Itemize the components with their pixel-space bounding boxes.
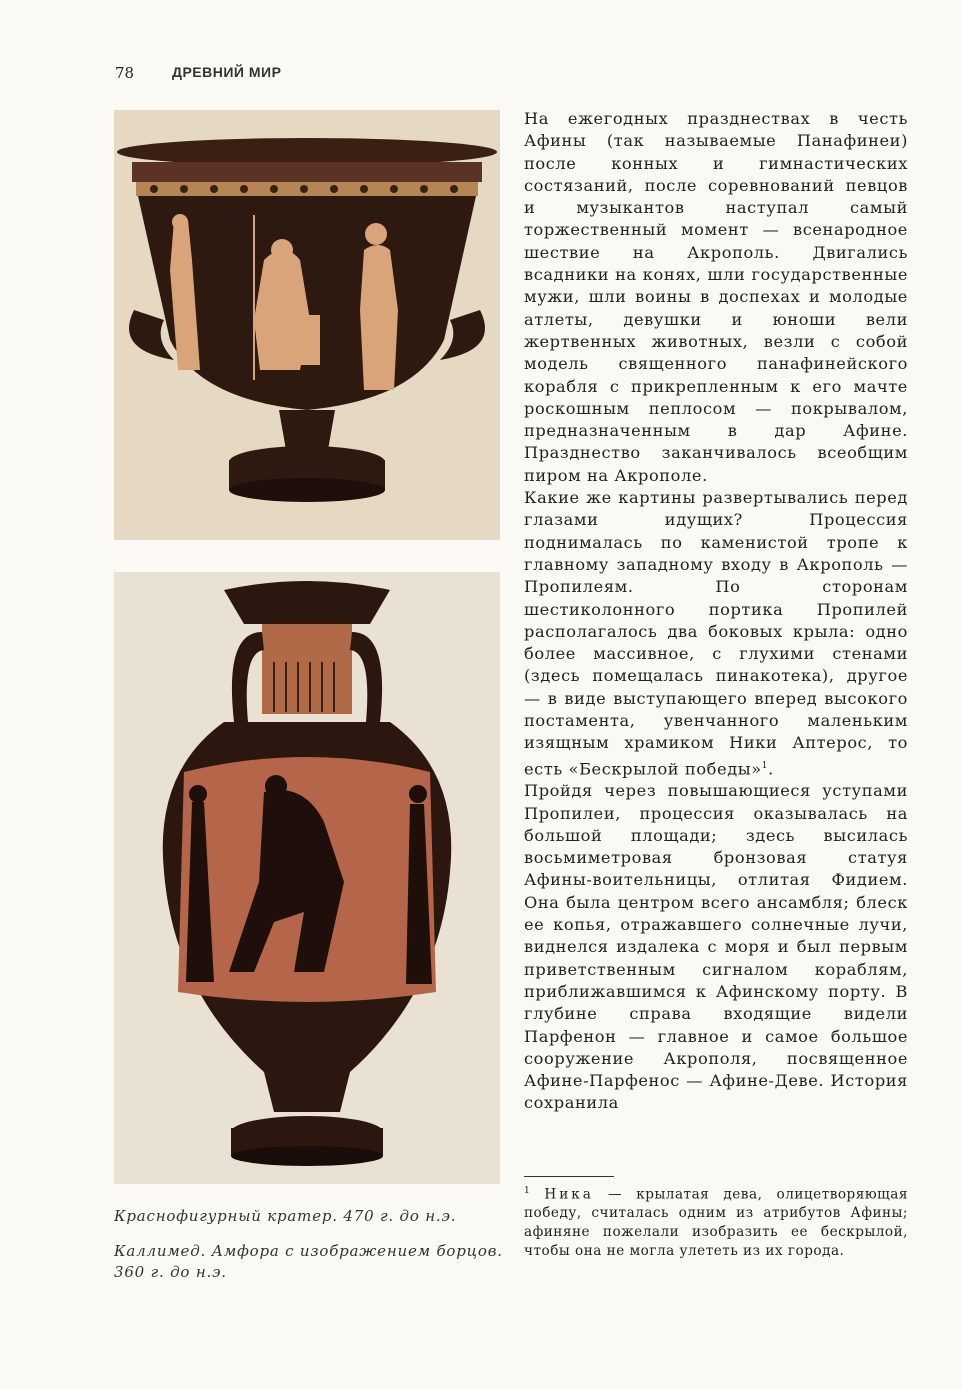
figure-captions bbox=[114, 1206, 504, 1297]
footnote-mark: 1 bbox=[524, 1186, 531, 1196]
footnote-term: Ника bbox=[544, 1186, 594, 1203]
krater-image bbox=[114, 110, 500, 540]
amphora-image bbox=[114, 572, 500, 1184]
paragraph: Пройдя через повышающиеся уступами Пропилеи, процессия оказывалась на большой площади; здесь высилась восьмиметровая бронзовая статуя Афины-воительницы, отлитая Фидием. Она была центром всего ансамбля; блеск ее копья, отражавшего солнечные лучи, виднелся издалека с моря и был первым приветственным сигналом кораблям, приближавшимся к Афинскому порту. В глубине справа входящие видели Парфенон — главное и самое большое сооружение Акрополя, посвященное Афине-Парфенос — Афине-Деве. История сохранила bbox=[524, 781, 908, 1113]
footnote bbox=[524, 1182, 908, 1261]
figure-caption: Краснофигурный кратер. 470 г. до н.э. bbox=[114, 1207, 457, 1225]
running-title: ДРЕВНИЙ МИР bbox=[172, 64, 282, 80]
paragraph bbox=[524, 487, 908, 780]
footnote-divider bbox=[524, 1176, 614, 1177]
page-number: 78 bbox=[115, 64, 135, 82]
paragraph-period: . bbox=[768, 759, 774, 778]
footnote-text: — крылатая дева, олицетворяющая победу, считалась одним из атрибутов Афины; афиняне пожелали изобразить ее бескрылой, чтобы она не могла улететь из их города. bbox=[524, 1186, 908, 1259]
footnote-reference[interactable]: 1 bbox=[761, 760, 769, 771]
paragraph-text: Какие же картины развертывались перед глазами идущих? Процессия поднималась по каменистой тропе к главному западному входу в Акрополь — Пропилеям. По сторонам шестиколонного портика Пропилей располагалось два боковых крыла: одно более массивное, с глухими стенами (здесь помещалась пинакотека), другое — в виде выступающего вперед высокого постамента, увенчанного маленьким изящным храмиком Ники Аптерос, то есть «Бескрылой победы» bbox=[524, 488, 908, 778]
paragraph: На ежегодных празднествах в честь Афины (так называемые Панафинеи) после конных и гимнастических состязаний, после соревнований певцов и музыкантов наступал самый торжественный момент — всенародное шествие на Акрополь. Двигались всадники на конях, шли государственные мужи, шли воины в доспехах и молодые атлеты, девушки и юноши вели жертвенных животных, везли с собой модель священного панафинейского корабля с прикрепленным к его мачте роскошным пеплосом — покрывалом, предназначенным в дар Афине. Празднество заканчивалось всеобщим пиром на Акрополе. bbox=[524, 109, 908, 485]
figure-caption: Каллимед. Амфора с изображением борцов. 360 г. до н.э. bbox=[114, 1242, 503, 1281]
article-body bbox=[524, 108, 908, 1115]
